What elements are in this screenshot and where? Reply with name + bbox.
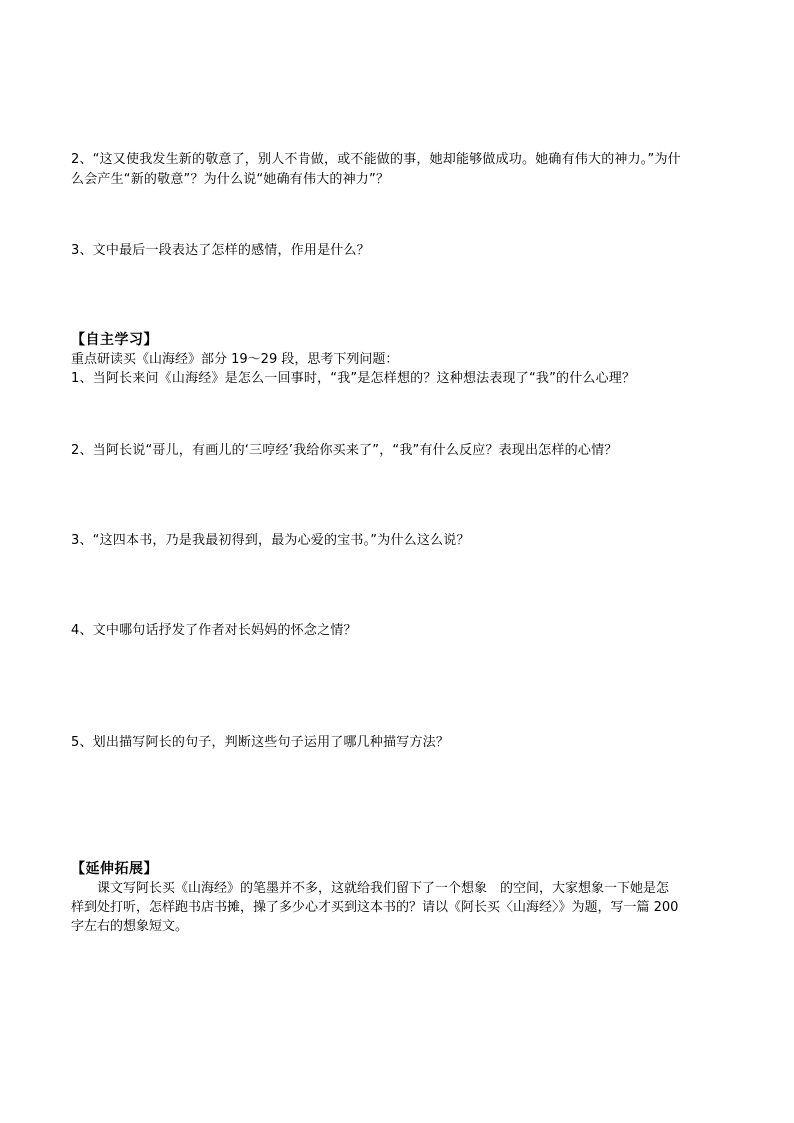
question-3: 3、文中最后一段表达了怎样的感情，作用是什么？ [71, 243, 370, 258]
self-study-question-4: 4、文中哪句话抒发了作者对长妈妈的怀念之情？ [71, 623, 357, 638]
question-2-line-2: 么会产生“新的敬意”？为什么说“她确有伟大的神力”？ [71, 172, 390, 187]
self-study-question-2: 2、当阿长说“哥儿，有画儿的‘三哼经’我给你买来了”，“我”有什么反应？表现出怎样的心情？ [71, 443, 618, 458]
self-study-heading: 【自主学习】 [71, 332, 158, 348]
extension-paragraph-line-2: 样到处打听，怎样跑书店书摊，操了多少心才买到这本书的？请以《阿长买〈山海经〉》为题，写一篇 200 [71, 900, 679, 915]
self-study-intro: 重点研读买《山海经》部分 19～29 段，思考下列问题： [71, 352, 399, 367]
extension-paragraph-line-1: 课文写阿长买《山海经》的笔墨并不多，这就给我们留下了一个想象 的空间，大家想象一下她是怎 [97, 881, 670, 896]
extension-heading: 【延伸拓展】 [71, 861, 158, 877]
extension-paragraph-line-3: 字左右的想象短文。 [71, 919, 189, 934]
self-study-question-3: 3、“这四本书，乃是我最初得到，最为心爱的宝书。”为什么这么说？ [71, 533, 470, 548]
question-2-line-1: 2、“这又使我发生新的敬意了，别人不肯做，或不能做的事，她却能够做成功。她确有伟大的神力。”为什 [71, 152, 681, 167]
self-study-question-1: 1、当阿长来问《山海经》是怎么一回事时，“我”是怎样想的？这种想法表现了“我”的什么心理？ [71, 371, 636, 386]
self-study-question-5: 5、划出描写阿长的句子，判断这些句子运用了哪几种描写方法？ [71, 735, 450, 750]
